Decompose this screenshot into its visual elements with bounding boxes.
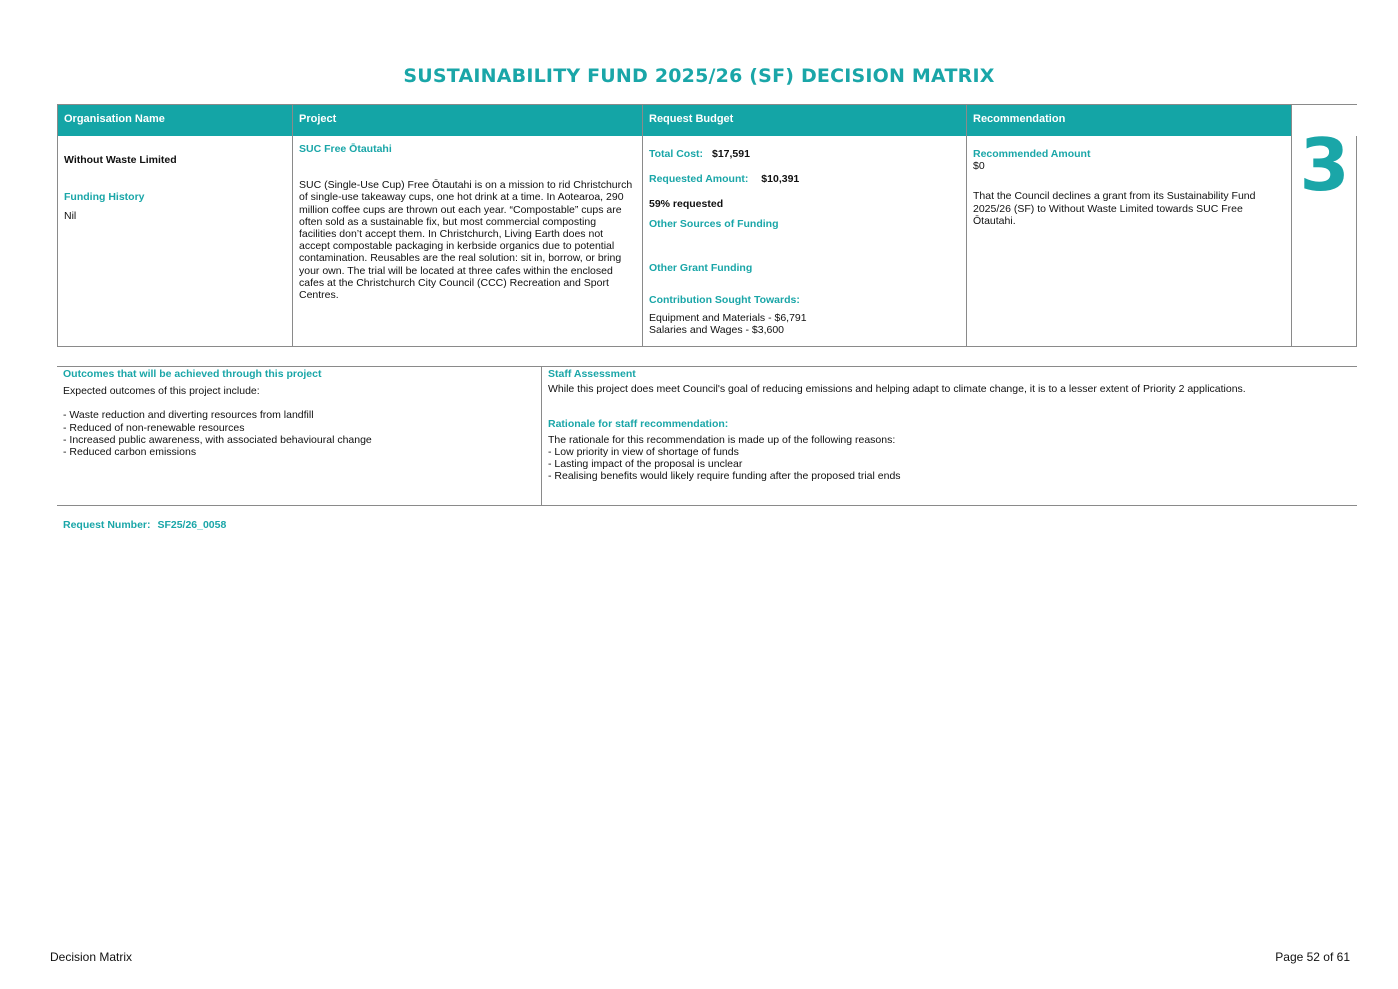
staff-assessment-text: While this project does meet Council's goal of reducing emissions and helping adapt to climate change, it is to a lesser extent of Priority 2 applications.: [548, 383, 1246, 396]
rationale-heading: Rationale for staff recommendation:: [548, 418, 729, 431]
total-cost-row: [649, 148, 960, 160]
requested-amount-value: $10,391: [761, 173, 800, 186]
outcomes-box: [63, 368, 533, 458]
recommended-amount-label: Recommended Amount: [973, 148, 1091, 160]
project-name: SUC Free Ōtautahi: [299, 143, 392, 155]
footer-document-name: Decision Matrix: [50, 950, 133, 964]
other-grant-label: Other Grant Funding: [649, 261, 753, 274]
project-column: [293, 105, 643, 346]
rationale-intro: The rationale for this recommendation is made up of the following reasons:: [548, 433, 896, 446]
project-description: SUC (Single-Use Cup) Free Ōtautahi is on a mission to rid Christchurch of single-use takeaway cups, one hot drink at a time. In Aotearoa, 290 million coffee cups are thrown out each year. “Compostable” cups are often sold as a sustainable fix, but most commercial composting facilities don’t accept them. In Christchurch, Living Earth does not accept compostable packaging in kerbside organics due to potential contamination. Reusables are the real solution: sit in, borrow, or bring your own. The trial will be located at three cafes within the enclosed cafes at the Christchurch City Council (CCC) Recreation and Sport Centres.: [299, 179, 633, 302]
request-number-value: SF25/26_0058: [157, 519, 227, 531]
rationale-reason: - Lasting impact of the proposal is unclear: [548, 458, 743, 471]
contribution-line: Equipment and Materials - $6,791: [649, 312, 807, 325]
outcome-item: - Reduced of non-renewable resources: [63, 421, 245, 434]
request-number-label: Request Number:: [63, 519, 151, 531]
percent-requested: 59% requested: [649, 198, 724, 211]
contribution-line: Salaries and Wages - $3,600: [649, 324, 785, 337]
total-cost-label: Total Cost:: [649, 148, 704, 160]
footer-page-number: Page 52 of 61: [1275, 950, 1350, 964]
budget-column: [643, 105, 967, 346]
outcomes-heading: Outcomes that will be achieved through this project: [63, 368, 322, 380]
total-cost-value: $17,591: [711, 148, 750, 160]
outcome-item: - Increased public awareness, with associated behavioural change: [63, 433, 372, 446]
page-title: SUSTAINABILITY FUND 2025/26 (SF) DECISION MATRIX: [403, 65, 995, 87]
rationale-reason: - Low priority in view of shortage of funds: [548, 445, 739, 458]
decision-matrix-table: [57, 104, 1357, 347]
project-header: Project: [293, 105, 642, 136]
request-number: [63, 519, 226, 531]
staff-assessment-heading: Staff Assessment: [548, 368, 636, 380]
organisation-column: [58, 105, 293, 346]
outcome-item: - Reduced carbon emissions: [63, 446, 197, 459]
other-sources-label: Other Sources of Funding: [649, 217, 779, 230]
priority-number: 3: [1299, 123, 1350, 207]
recommendation-header: Recommendation: [967, 105, 1291, 136]
funding-history-label: Funding History: [64, 191, 145, 204]
organisation-name: Without Waste Limited: [64, 154, 177, 166]
outcomes-intro: Expected outcomes of this project include:: [63, 385, 260, 398]
rationale-reason: - Realising benefits would likely require funding after the proposed trial ends: [548, 470, 901, 483]
recommendation-text: That the Council declines a grant from its Sustainability Fund 2025/26 (SF) to Without Waste Limited towards SUC Free Ōtautahi.: [973, 190, 1256, 227]
assessment-section: [57, 366, 1357, 506]
funding-history-value: Nil: [64, 210, 77, 223]
recommendation-column: [967, 105, 1292, 346]
section-divider: [541, 367, 542, 506]
contribution-label: Contribution Sought Towards:: [649, 294, 800, 307]
recommended-amount-value: $0: [973, 160, 985, 173]
outcome-item: - Waste reduction and diverting resources from landfill: [63, 409, 314, 422]
requested-amount-row: [649, 173, 960, 185]
staff-assessment-box: [548, 368, 1348, 482]
budget-header: Request Budget: [643, 105, 966, 136]
requested-amount-label: Requested Amount:: [649, 173, 749, 186]
organisation-header: Organisation Name: [58, 105, 292, 136]
